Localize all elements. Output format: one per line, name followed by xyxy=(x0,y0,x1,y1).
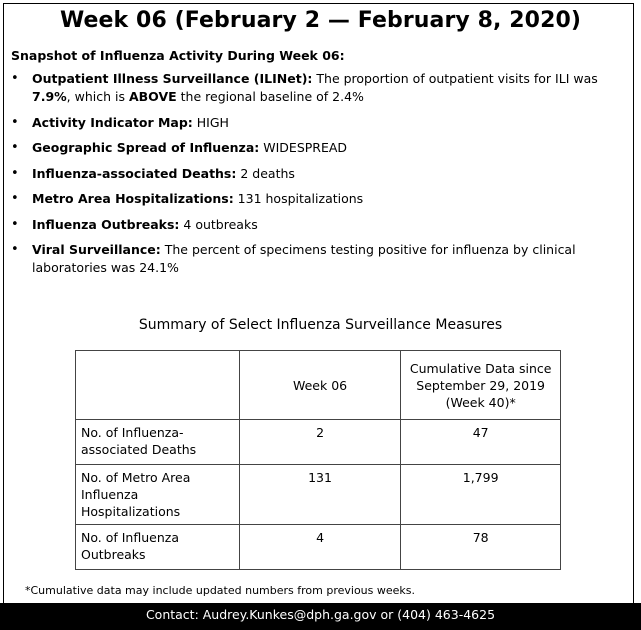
deaths-value: 2 deaths xyxy=(236,165,295,181)
header-cell-week: Week 06 xyxy=(239,351,401,420)
bullet-deaths xyxy=(11,165,629,183)
summary-table xyxy=(75,350,561,570)
geographic-spread-value: WIDESPREAD xyxy=(259,140,348,155)
bullet-activity-map xyxy=(11,114,629,132)
bullet-ilinet xyxy=(11,70,629,106)
header-cell-cumulative: Cumulative Data since September 29, 2019 (Week 40)* xyxy=(401,351,561,420)
deaths-label: Influenza-associated Deaths: xyxy=(32,165,237,181)
geographic-spread-label: Geographic Spread of Influenza: xyxy=(32,140,260,155)
page-title: Week 06 (February 2 — February 8, 2020) xyxy=(59,8,582,33)
viral-label: Viral Surveillance: xyxy=(32,242,161,257)
bullet-icon: • xyxy=(11,191,19,206)
ilinet-text-c: the regional baseline of 2.4% xyxy=(176,89,364,104)
ilinet-text-a: The proportion of outpatient visits for ILI was xyxy=(312,71,598,86)
outbreaks-value: 4 outbreaks xyxy=(179,216,258,232)
bullet-icon: • xyxy=(11,71,19,86)
ilinet-value: 7.9% xyxy=(32,89,67,104)
ilinet-text-b: , which is xyxy=(66,89,129,104)
row-week-value: 4 xyxy=(239,525,401,570)
bullet-icon: • xyxy=(11,140,19,155)
ilinet-label: Outpatient Illness Surveillance (ILINet): xyxy=(32,71,313,86)
bullet-icon: • xyxy=(11,216,19,232)
hospitalizations-value: 131 hospitalizations xyxy=(233,191,364,206)
table-row xyxy=(76,525,561,570)
row-week-value: 131 xyxy=(239,465,401,525)
activity-bullet-list xyxy=(11,70,629,285)
footnote: *Cumulative data may include updated numbers from previous weeks. xyxy=(25,584,416,597)
bullet-geographic-spread xyxy=(11,139,629,157)
bullet-hospitalizations xyxy=(11,190,629,208)
ilinet-emphasis: ABOVE xyxy=(128,89,177,104)
bullet-viral-surveillance xyxy=(11,241,629,277)
bullet-icon: • xyxy=(11,114,19,130)
row-cumulative-value: 1,799 xyxy=(401,465,561,525)
snapshot-heading: Snapshot of Influenza Activity During Week 06: xyxy=(11,48,345,63)
row-label: No. of Metro Area Influenza Hospitalizations xyxy=(76,465,240,525)
bullet-icon: • xyxy=(11,242,19,257)
hospitalizations-label: Metro Area Hospitalizations: xyxy=(32,191,234,206)
contact-bar: Contact: Audrey.Kunkes@dph.ga.gov or (404) 463-4625 xyxy=(0,603,641,630)
table-header-row xyxy=(76,351,561,420)
viral-value: The percent of specimens testing positive for influenza by clinical laboratories was 24.1% xyxy=(32,242,576,275)
table-row xyxy=(76,420,561,465)
table-row xyxy=(76,465,561,525)
table-caption: Summary of Select Influenza Surveillance Measures xyxy=(138,317,503,333)
row-week-value: 2 xyxy=(239,420,401,465)
row-cumulative-value: 78 xyxy=(401,525,561,570)
row-cumulative-value: 47 xyxy=(401,420,561,465)
activity-map-value: HIGH xyxy=(192,114,229,130)
outbreaks-label: Influenza Outbreaks: xyxy=(32,216,180,232)
bullet-outbreaks xyxy=(11,216,629,234)
row-label: No. of Influenza-associated Deaths xyxy=(76,420,240,465)
bullet-icon: • xyxy=(11,165,19,181)
header-cell-empty xyxy=(76,351,240,420)
activity-map-label: Activity Indicator Map: xyxy=(32,114,193,130)
row-label: No. of Influenza Outbreaks xyxy=(76,525,240,570)
